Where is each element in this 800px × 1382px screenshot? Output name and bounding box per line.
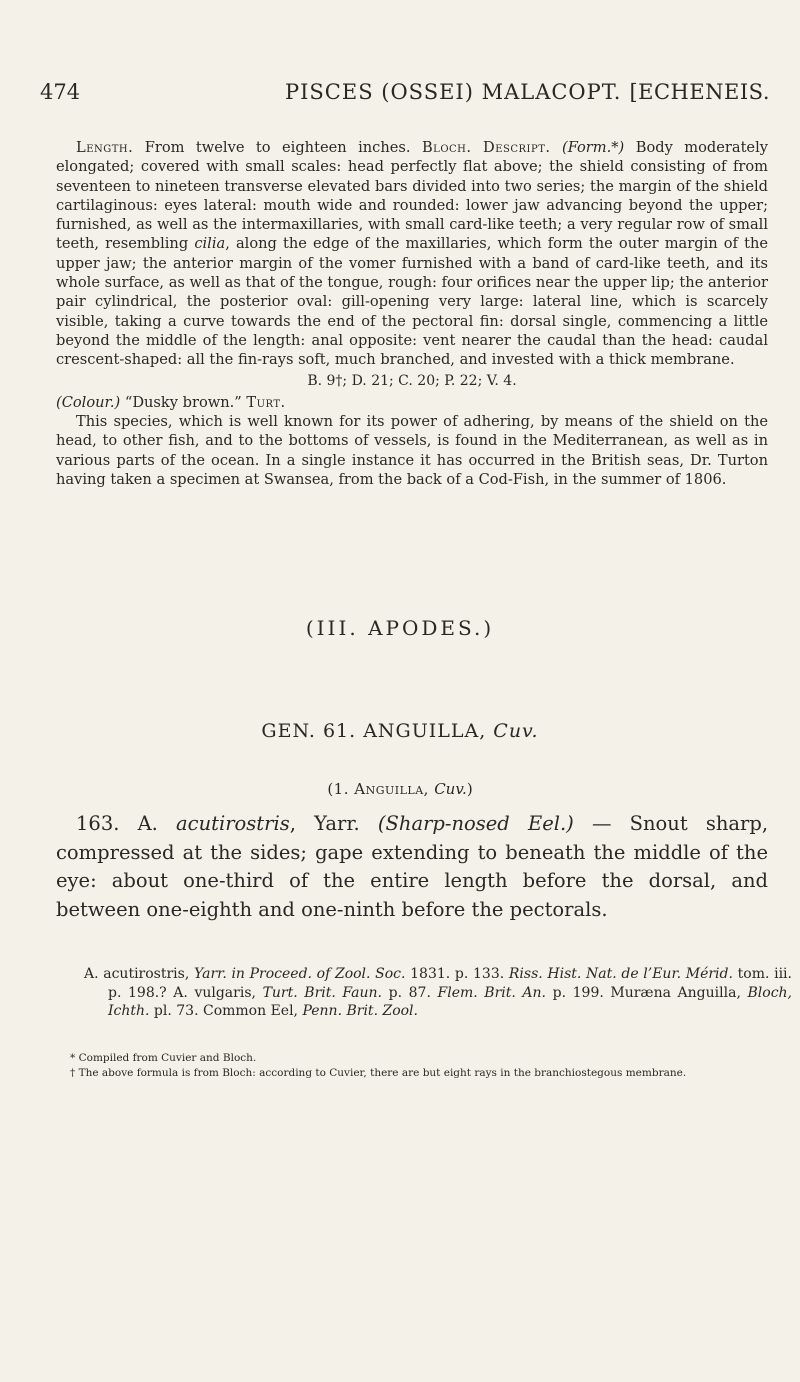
synonym-citation: Penn. Brit. Zool. xyxy=(302,1003,418,1019)
synonym-citation: Yarr. in Proceed. of Zool. Soc. xyxy=(193,966,406,982)
genus-heading xyxy=(0,720,800,742)
section-heading: (III. APODES.) xyxy=(305,616,495,640)
species-author: , Yarr. xyxy=(289,812,378,835)
subgenus-author: Cuv. xyxy=(434,780,467,798)
colour-paragraph xyxy=(56,393,768,412)
synonym-citation: Turt. Brit. Faun. xyxy=(262,984,383,1001)
synonym-text: A. acutirostris, xyxy=(84,966,194,982)
synonym-text: p. 87. xyxy=(382,984,438,1001)
description-body: Body moderately elongated; covered with small scales: head perfectly flat above; the shield consisting of from seventeen to nineteen transverse elevated bars divided into two series; the margin of the shield cartilaginous: eyes lateral: mouth wide and rounded: lower jaw advancing beyond the upper; furnished, as well as the intermaxillaries, with small card-like teeth; a very regular row of small teeth, resembling xyxy=(56,139,768,253)
genus-heading-text: GEN. 61. ANGUILLA, xyxy=(261,720,494,742)
footnote-dagger: † The above formula is from Bloch: according to Cuvier, there are but eight rays in the branchiostegous membrane. xyxy=(70,1067,687,1079)
synonym-citation: Bloch, Ichth. xyxy=(108,984,793,1019)
species-name: acutirostris xyxy=(176,812,290,835)
synonym-text: p. 199. Muræna Anguilla, xyxy=(546,984,748,1001)
footnotes xyxy=(56,1051,768,1081)
colour-text: “Dusky brown.” xyxy=(120,393,247,411)
form-label: (Form.*) xyxy=(562,139,625,156)
length-label: Length. xyxy=(76,139,134,156)
synonym-text: pl. 73. Common Eel, xyxy=(149,1003,303,1019)
species-number: 163. xyxy=(76,812,120,835)
colour-label: (Colour.) xyxy=(56,393,121,411)
subgenus-heading xyxy=(0,780,800,798)
species-common-name: (Sharp-nosed Eel.) xyxy=(377,812,574,835)
colour-author: Turt. xyxy=(246,393,286,411)
synonym-text: 1831. p. 133. xyxy=(405,966,509,982)
species-description xyxy=(56,138,768,489)
notes-paragraph: This species, which is well known for its power of adhering, by means of the shield on the head, to other fish, and to the bottoms of vessels, is found in the Mediterranean, as well as in various parts of the ocean. In a single instance it has occurred in the British seas, Dr. Turton having taken a specimen at Swansea, from the back of a Cod-Fish, in the summer of 1806. xyxy=(56,413,768,489)
synonym-citation: Riss. Hist. Nat. de l’Eur. Mérid. xyxy=(508,966,733,982)
species-text: — Snout sharp, compressed at the sides; gape extending to beneath the middle of the eye: about one-third of the entire length before the dorsal, and between one-eighth and one-ninth before the pectorals. xyxy=(56,812,769,921)
running-genus: [ECHENEIS. xyxy=(629,80,770,104)
page-title: PISCES (OSSEI) MALACOPT. xyxy=(285,80,622,104)
species-paragraph xyxy=(56,810,768,924)
synonym-text: tom. iii. p. 198.? A. vulgaris, xyxy=(108,966,792,1001)
synonymy-block xyxy=(84,965,792,1021)
length-text: From twelve to eighteen inches. xyxy=(133,139,422,156)
genus-heading-author: Cuv. xyxy=(493,720,539,742)
page-number: 474 xyxy=(40,80,81,104)
description-body-2: , along the edge of the maxillaries, which form the outer margin of the upper jaw; the anterior margin of the vomer furnished with a band of card-like teeth, and its whole surface, as well as that of the tongue, rough: four orifices near the upper lip; the anterior pair cylindrical, the posterior oval: gill-opening very large: lateral line, which is scarcely visible, taking a curve towards the end of the pectoral fin: dorsal single, commencing a little beyond the middle of the length: anal opposite: vent nearer the caudal than the head: caudal crescent-shaped: all the fin-rays soft, much branched, and invested with a thick membrane. xyxy=(56,235,768,369)
descript-label: Descript. xyxy=(483,139,551,156)
species-initial: A. xyxy=(137,812,158,835)
subgenus-text: (1. Anguilla, xyxy=(327,780,435,798)
subgenus-close: ) xyxy=(466,780,473,798)
footnote-star: * Compiled from Cuvier and Bloch. xyxy=(70,1052,257,1064)
fin-formula: B. 9†; D. 21; C. 20; P. 22; V. 4. xyxy=(307,372,517,389)
cilia-word: cilia xyxy=(194,235,226,253)
species-entry xyxy=(56,810,768,924)
length-author: Bloch. xyxy=(421,139,472,156)
synonym-citation: Flem. Brit. An. xyxy=(437,984,547,1001)
description-paragraph xyxy=(56,138,768,370)
running-head xyxy=(40,80,770,110)
